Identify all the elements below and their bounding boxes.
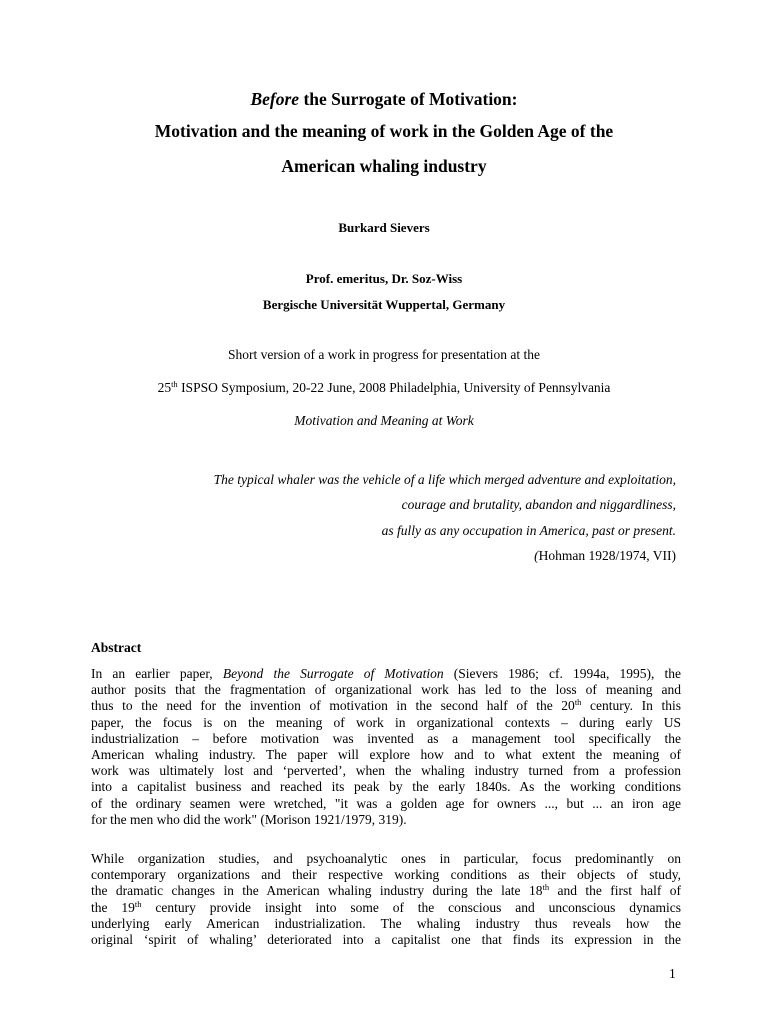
text-run: the 19 [91,899,135,915]
paragraph-line: of the ordinary seamen were wretched, "it was a golden age for owners ..., but ... an iron age [91,795,681,811]
presentation-theme: Motivation and Meaning at Work [294,413,474,428]
page-number: 1 [669,966,676,981]
presentation-line-2-rest: ISPSO Symposium, 20-22 June, 2008 Philadelphia, University of Pennsylvania [177,380,611,395]
author-name: Burkard Sievers [338,220,430,235]
text-run: century provide insight into some of the conscious and unconscious dynamics [141,899,681,915]
epigraph-line-3: as fully as any occupation in America, past or present. [381,523,676,538]
paragraph-line: work was ultimately lost and ‘perverted’, when the whaling industry turned from a profession [91,763,681,779]
abstract-paragraph-1 [91,666,681,828]
paragraph-line: paper, the focus is on the meaning of work in organizational contexts – during early US [91,714,681,730]
title-line-2: Motivation and the meaning of work in the Golden Age of the [154,121,614,141]
paragraph-line: for the men who did the work" (Morison 1921/1979, 319). [91,811,407,827]
superscript: th [542,882,550,893]
presentation-line-1: Short version of a work in progress for presentation at the [228,347,540,362]
affiliation-line-1: Prof. emeritus, Dr. Soz-Wiss [305,271,463,286]
paragraph-line [91,666,681,682]
symposium-number: 25 [157,380,172,395]
superscript: th [134,898,142,909]
abstract-paragraph-2 [91,851,681,948]
text-run: (Sievers 1986; cf. 1994a, 1995), the [443,666,681,681]
title-line-1 [0,89,768,110]
title-line-1-rest: the Surrogate of Motivation: [299,89,518,109]
presentation-line-2 [0,380,768,396]
paragraph-line: While organization studies, and psychoanalytic ones in particular, focus predominantly on [91,851,681,866]
paragraph-line: American whaling industry. The paper will explore how and to what extent the meaning of [91,747,681,763]
paragraph-line: contemporary organizations and their respective working conditions as their objects of study, [91,867,681,883]
paragraph-line: industrialization – before motivation was invented as a management tool specifically the [91,730,681,746]
abstract-heading: Abstract [91,640,142,655]
text-run: thus to the need for the invention of motivation in the second half of the 20 [91,698,575,714]
text-run: and the first half of [549,883,682,899]
title-line-3: American whaling industry [281,156,487,176]
paragraph-line: author posits that the fragmentation of organizational work has led to the loss of meaning and [91,682,681,698]
text-run: the dramatic changes in the American whaling industry during the late 18 [91,883,543,899]
symposium-number-suffix: th [171,379,178,389]
affiliation-line-2: Bergische Universität Wuppertal, Germany [262,297,506,312]
title-emphasis: Before [250,89,300,109]
epigraph-line-2: courage and brutality, abandon and niggardliness, [401,497,676,512]
paragraph-line [91,883,681,899]
paragraph-line: into a capitalist business and reached its peak by the early 1840s. As the working conditions [91,779,681,795]
citation-text: Hohman 1928/1974, VII) [538,548,676,563]
text-run: century. In this [581,698,681,714]
epigraph-line-1: The typical whaler was the vehicle of a life which merged adventure and exploitation, [213,472,676,487]
paragraph-line [91,698,681,714]
epigraph-citation [534,548,676,564]
paragraph-line: original ‘spirit of whaling’ deteriorated into a capitalist one that finds its expression in the [91,932,681,948]
citation-open-paren: ( [534,548,539,563]
paragraph-line [91,900,681,916]
superscript: th [574,697,582,708]
text-run: In an earlier paper, [91,666,223,681]
paragraph-line: underlying early American industrialization. The whaling industry thus reveals how the [91,915,681,931]
cited-title: Beyond the Surrogate of Motivation [222,666,444,681]
